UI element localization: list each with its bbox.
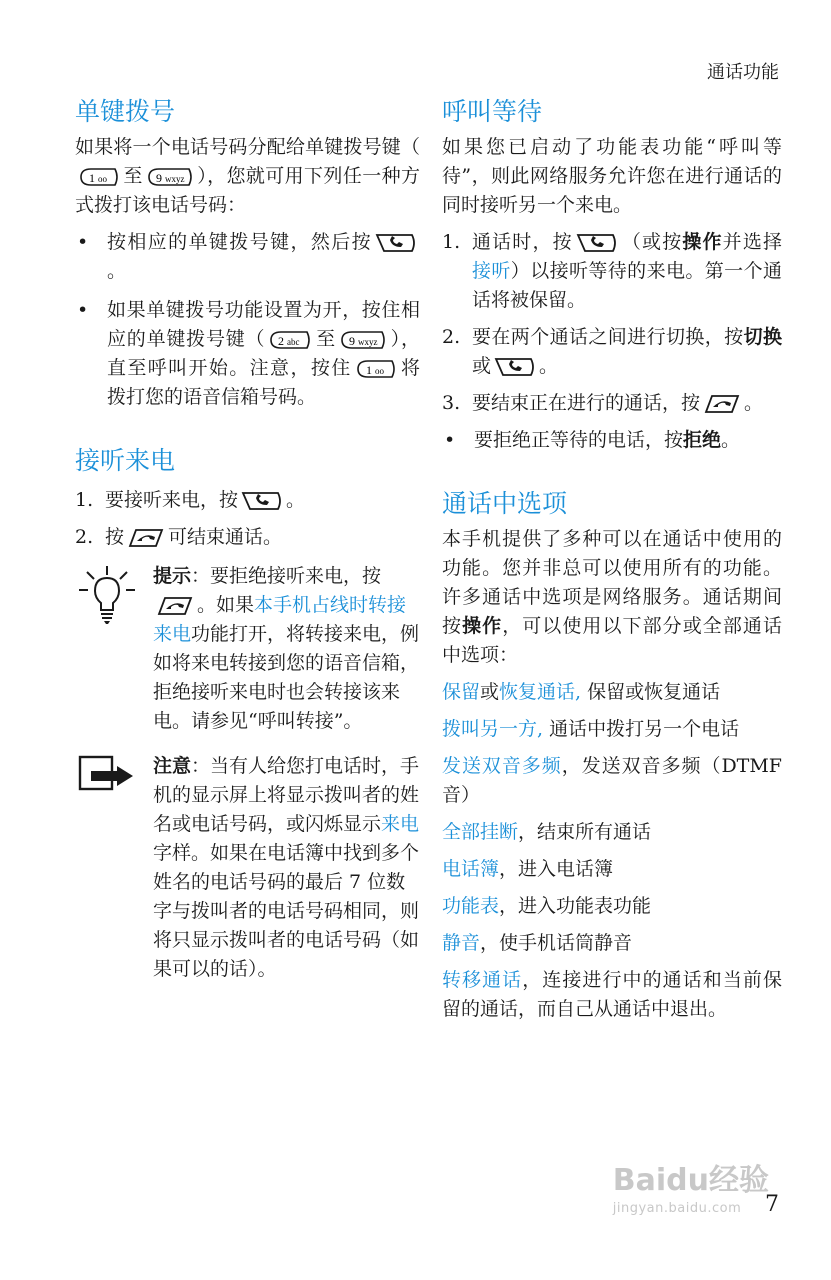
tip-box (75, 562, 420, 736)
in-call-options-heading: 通话中选项 (442, 489, 568, 518)
svg-text:oo: oo (374, 366, 384, 376)
option-end-all: 全部挂断，结束所有通话 (442, 821, 652, 843)
key-2-icon (267, 329, 313, 351)
key-1-icon (354, 358, 398, 380)
note-hand-icon (77, 754, 137, 798)
list-item: • 要拒绝正等待的电话，按拒绝。 (442, 426, 782, 455)
call-key-icon (493, 355, 537, 379)
list-item: • 按相应的单键拨号键，然后按 。 (75, 228, 420, 286)
list-item: 2. 要在两个通话之间进行切换，按切换或 。 (442, 326, 782, 377)
lightbulb-icon (77, 564, 137, 630)
note-text: 注意：当有人给您打电话时，手机的显示屏上将显示拨叫者的姓名或电话号码，或闪烁显示来电字样。如果在电话簿中找到多个姓名的电话号码的最后 7 位数字与拨叫者的电话号码相同，则将只显示拨叫者的电话号码（如果可以的话）。 (153, 755, 420, 980)
answer-call-steps (75, 486, 420, 552)
svg-text:oo: oo (98, 174, 107, 184)
option-mute: 静音，使手机话筒静音 (442, 932, 633, 954)
svg-text:abc: abc (287, 337, 300, 347)
svg-text:1: 1 (89, 171, 95, 185)
end-key-icon (155, 594, 195, 618)
speed-dial-intro: 如果将一个电话号码分配给单键拨号键（ 1 oo 至 9 wxyz ），您就可用下列任一种方式拨打该电话号码： (75, 136, 420, 216)
option-transfer: 转移通话，连接进行中的通话和当前保留的通话，而自己从通话中退出。 (442, 969, 782, 1020)
call-waiting-steps (442, 228, 782, 418)
svg-text:1: 1 (365, 363, 372, 377)
call-waiting-reject (442, 426, 782, 455)
call-waiting-intro: 如果您已启动了功能表功能“呼叫等待”，则此网络服务允许您在进行通话的同时接听另一个来电。 (442, 136, 782, 216)
list-item: 1. 通话时，按 （或按操作并选择接听）以接听等待的来电。第一个通话将被保留。 (442, 231, 782, 311)
list-item: • 如果单键拨号功能设置为开，按住相应的单键拨号键（ 2 abc 至 9 wxyz ），直至呼叫开始。注意，按住 1 oo 将拨打您的语音信箱号码。 (75, 296, 420, 412)
key-1-icon (77, 166, 121, 188)
busy-divert-link: 本手机占线时转接来电 (153, 594, 407, 645)
incoming-call-label: 来电 (381, 813, 420, 835)
answer-call-heading: 接听来电 (75, 446, 176, 475)
key-9-icon (145, 166, 195, 188)
svg-text:9: 9 (348, 334, 355, 348)
speed-dial-methods (75, 228, 420, 412)
right-column (442, 95, 782, 1032)
end-key-icon (702, 392, 742, 416)
svg-text:wxyz: wxyz (357, 337, 378, 347)
svg-text:wxyz: wxyz (164, 174, 185, 184)
call-key-icon (374, 231, 418, 255)
end-key-icon (126, 526, 166, 550)
list-item: 1. 要接听来电，按 。 (75, 489, 306, 511)
option-send-dtmf: 发送双音多频，发送双音多频（DTMF 音） (442, 755, 782, 806)
option-new-call: 拨叫另一方, 通话中拨打另一个电话 (442, 718, 740, 740)
list-item: 3. 要结束正在进行的通话，按 。 (442, 392, 764, 414)
page-number: 7 (765, 1192, 779, 1217)
svg-text:9: 9 (155, 171, 162, 185)
option-hold: 保留或恢复通话, 保留或恢复通话 (442, 681, 721, 703)
call-waiting-heading: 呼叫等待 (442, 97, 543, 126)
tip-text: 提示：要拒绝接听来电，按 。如果本手机占线时转接来电功能打开，将转接来电，例如将来电转接到您的语音信箱，拒绝接听来电时也会转接该来电。请参见“呼叫转接”。 (153, 565, 420, 732)
answer-option: 接听 (472, 260, 511, 282)
call-key-icon (240, 489, 284, 513)
list-item: 2. 按 可结束通话。 (75, 526, 283, 548)
baidu-watermark: Baidu经验 jingyan.baidu.com (612, 1163, 769, 1216)
option-contacts: 电话簿，进入电话簿 (442, 858, 614, 880)
note-box (75, 752, 420, 984)
left-column (75, 95, 420, 984)
svg-text:2: 2 (278, 334, 285, 348)
in-call-options-intro: 本手机提供了多种可以在通话中使用的功能。您并非总可以使用所有的功能。许多通话中选项是网络服务。通话期间按操作，可以使用以下部分或全部通话中选项： (442, 528, 782, 666)
key-9-icon (338, 329, 388, 351)
running-header: 通话功能 (707, 62, 779, 83)
speed-dial-heading: 单键拨号 (75, 97, 176, 126)
option-menu: 功能表，进入功能表功能 (442, 895, 652, 917)
call-key-icon (575, 231, 619, 255)
